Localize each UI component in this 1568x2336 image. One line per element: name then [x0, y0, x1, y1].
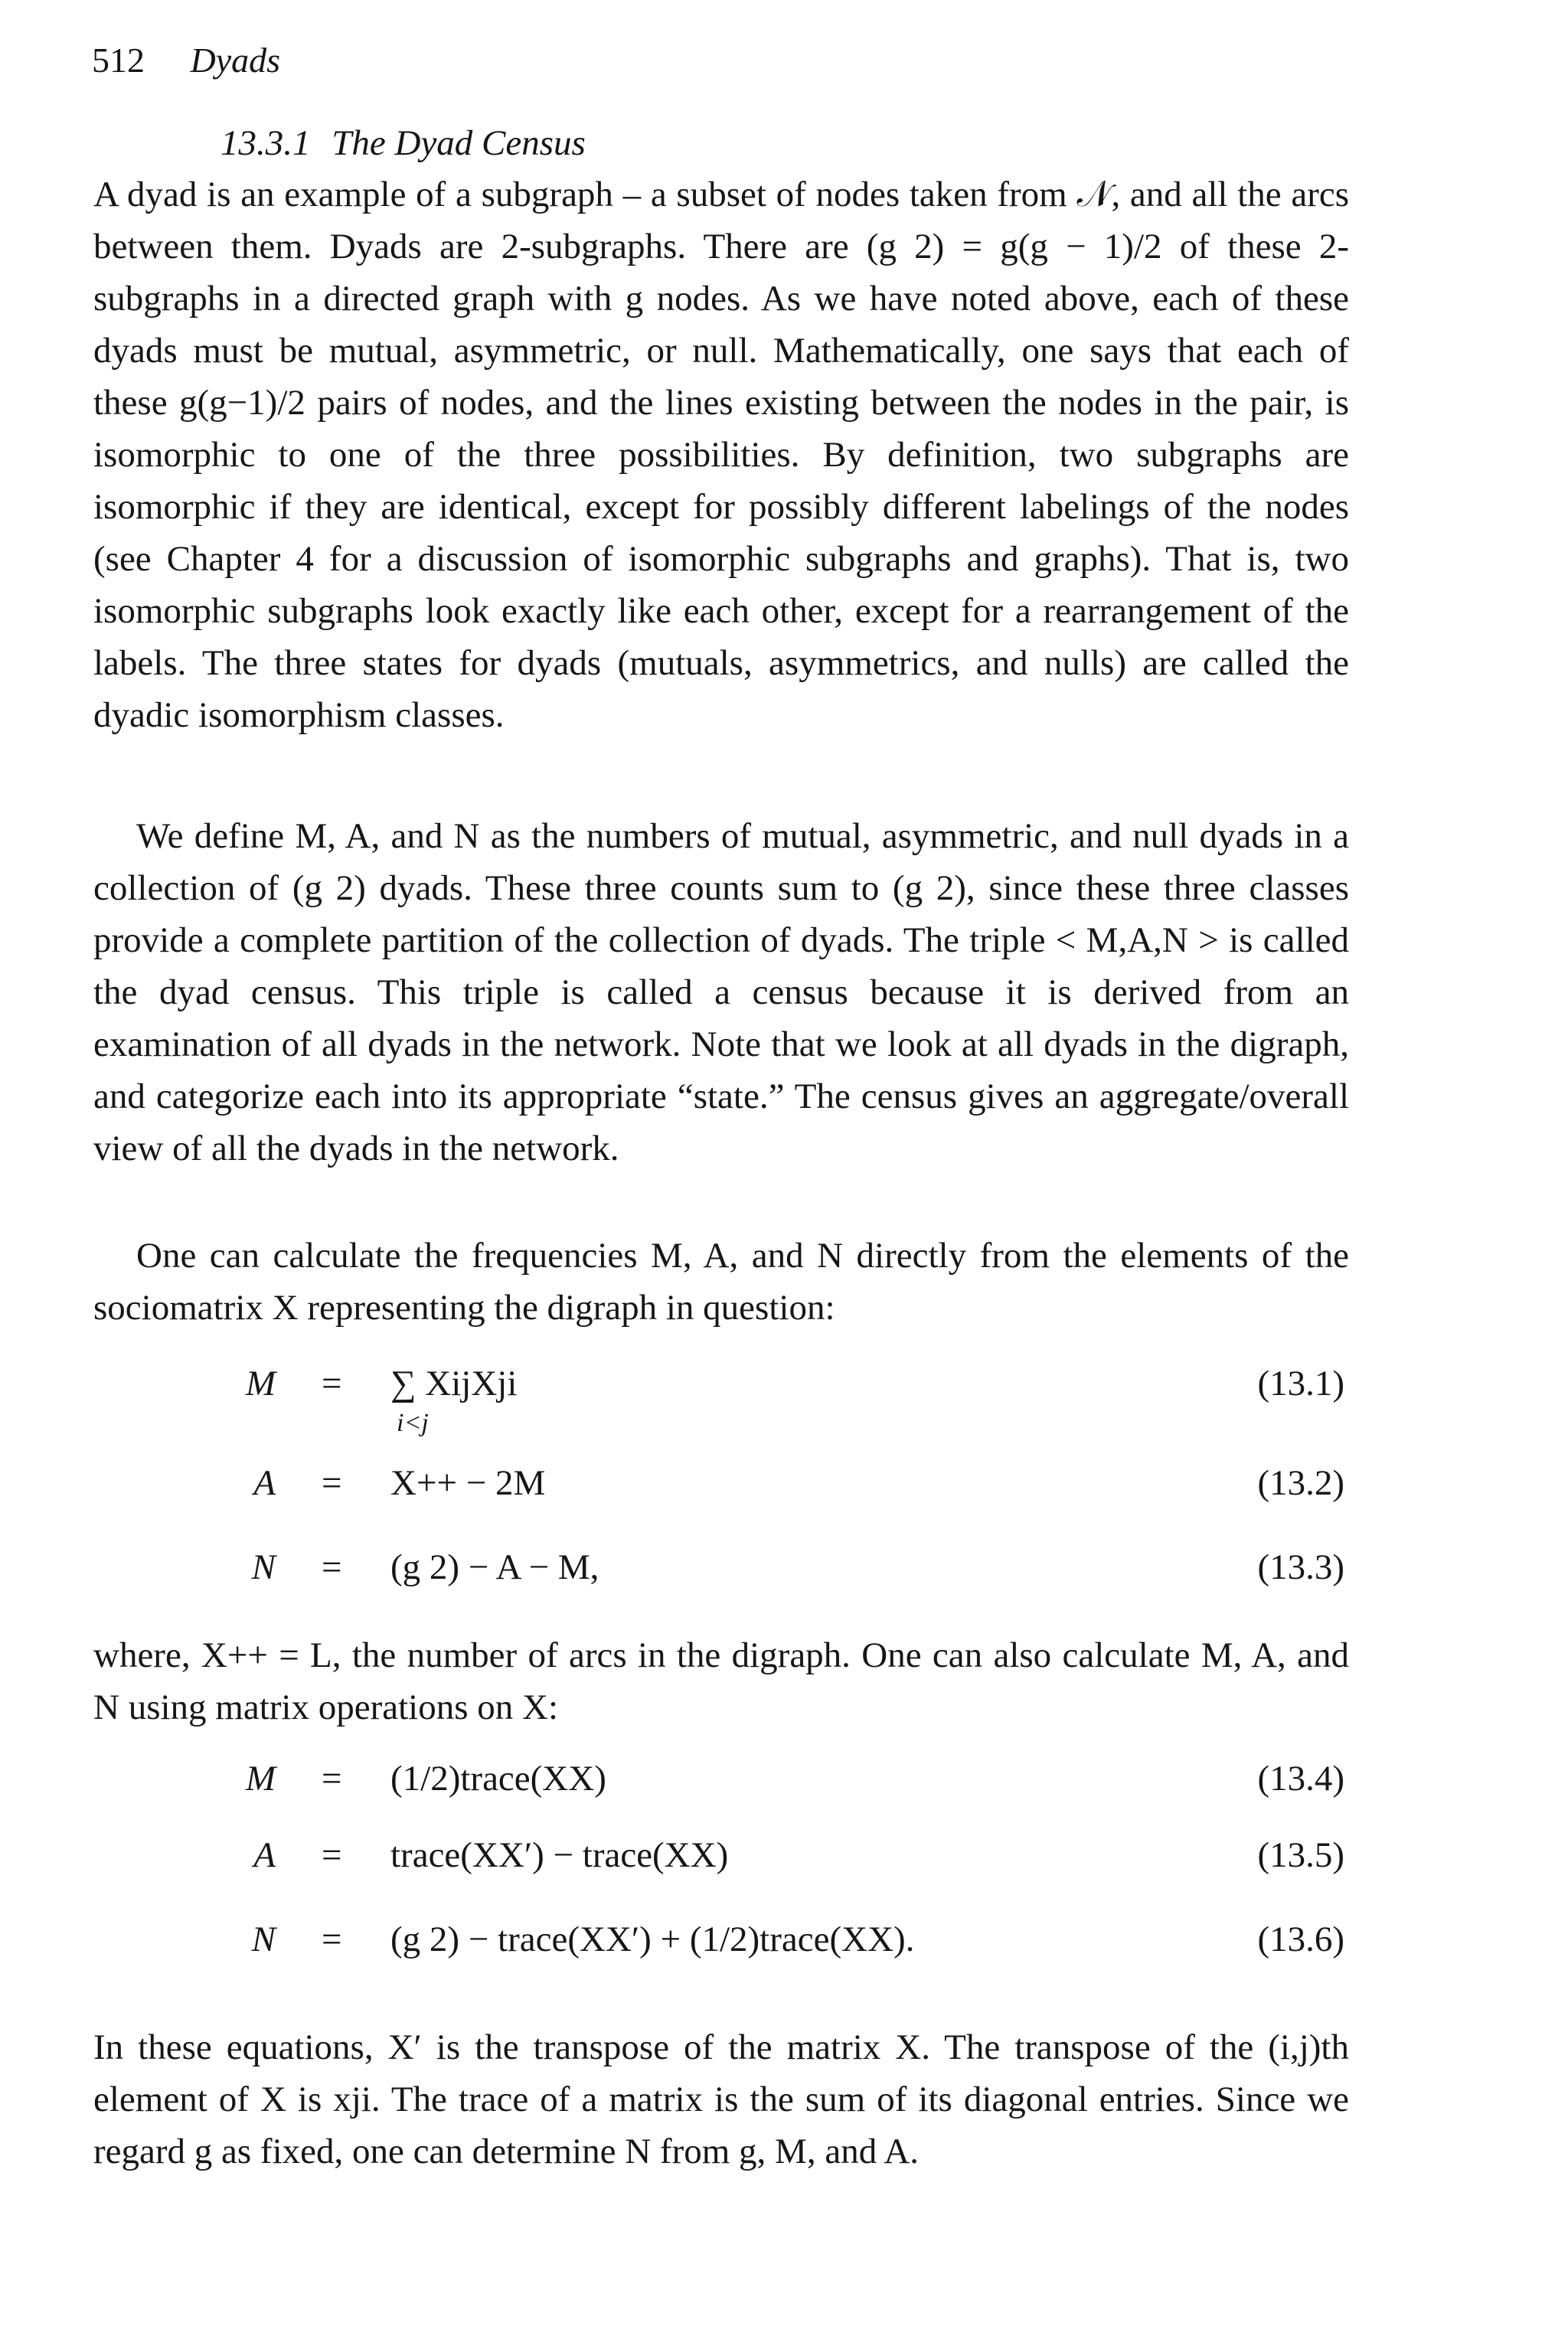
equation-lhs: N — [251, 1919, 276, 1959]
equation-number: (13.6) — [1257, 1919, 1344, 1959]
paragraph-5 — [93, 2021, 1349, 2178]
equation-number: (13.4) — [1257, 1759, 1344, 1799]
paragraph-4 — [93, 1629, 1349, 1733]
equals-sign: = — [322, 1364, 342, 1403]
paragraph-2 — [93, 810, 1349, 1175]
paragraph-text: One can calculate the frequencies M, A, and N directly from the elements of the sociomatrix X representing the digraph in question: — [93, 1236, 1349, 1328]
equation-lhs: M — [245, 1364, 276, 1403]
page-number: 512 — [92, 41, 145, 80]
equation-lhs: N — [251, 1547, 276, 1587]
paragraph-text: In these equations, X′ is the transpose of the matrix X. The transpose of the (i,j)th element of X is xji. The trace of a matrix is the sum of its diagonal entries. Since we regard g as fixed, one can determine N from g, M, and A. — [93, 2027, 1349, 2171]
equation-rhs: ∑ XijXji — [390, 1364, 518, 1403]
paragraph-3 — [93, 1230, 1349, 1334]
equation-number: (13.1) — [1257, 1364, 1344, 1403]
page-header — [92, 40, 280, 80]
equation-rhs: (1/2)trace(XX) — [390, 1759, 606, 1799]
summation-limit: i<j — [397, 1409, 429, 1437]
equation-13-5 — [0, 1834, 1568, 1888]
equals-sign: = — [322, 1463, 342, 1503]
equation-number: (13.3) — [1257, 1547, 1344, 1587]
paragraph-1 — [93, 168, 1349, 741]
equation-13-6 — [0, 1919, 1568, 1972]
section-title: The Dyad Census — [332, 123, 586, 163]
equation-13-4 — [0, 1758, 1568, 1812]
equation-13-2 — [0, 1462, 1568, 1516]
section-heading — [220, 123, 586, 164]
equation-rhs: X++ − 2M — [390, 1463, 546, 1503]
equation-rhs: (g 2) − A − M, — [390, 1547, 599, 1587]
equation-13-3 — [0, 1547, 1568, 1600]
paragraph-text: We define M, A, and N as the numbers of mutual, asymmetric, and null dyads in a collection of (g 2) dyads. These three counts sum to (g 2), since these three classes provide a complete partition of the collection of dyads. The triple < M,A,N > is called the dyad census. This triple is called a census because it is derived from an examination of all dyads in the network. Note that we look at all dyads in the digraph, and categorize each into its appropriate “state.” The census gives an aggregate/overall view of all the dyads in the network. — [93, 816, 1349, 1168]
equation-lhs: M — [245, 1759, 276, 1799]
equation-number: (13.5) — [1257, 1835, 1344, 1875]
equals-sign: = — [322, 1547, 342, 1587]
equals-sign: = — [322, 1759, 342, 1799]
equation-13-1 — [0, 1363, 1568, 1437]
paragraph-text: where, X++ = L, the number of arcs in the digraph. One can also calculate M, A, and N using matrix operations on X: — [93, 1635, 1349, 1727]
paragraph-text: A dyad is an example of a subgraph – a subset of nodes taken from 𝒩, and all the arcs between them. Dyads are 2-subgraphs. There are (g 2) = g(g − 1)/2 of these 2-subgraphs in a directed graph with g nodes. As we have noted above, each of these dyads must be mutual, asymmetric, or null. Mathematically, one says that each of these g(g−1)/2 pairs of nodes, and the lines existing between the nodes in the pair, is isomorphic to one of the three possibilities. By definition, two subgraphs are isomorphic if they are identical, except for possibly different labelings of the nodes (see Chapter 4 for a discussion of isomorphic subgraphs and graphs). That is, two isomorphic subgraphs look exactly like each other, except for a rearrangement of the labels. The three states for dyads (mutuals, asymmetrics, and nulls) are called the dyadic isomorphism classes. — [93, 175, 1349, 735]
equation-rhs: trace(XX′) − trace(XX) — [390, 1835, 729, 1875]
equation-rhs: (g 2) − trace(XX′) + (1/2)trace(XX). — [390, 1919, 915, 1959]
running-head: Dyads — [190, 41, 281, 80]
equation-number: (13.2) — [1257, 1463, 1344, 1503]
equals-sign: = — [322, 1835, 342, 1875]
equation-lhs: A — [253, 1463, 276, 1503]
equation-lhs: A — [253, 1835, 276, 1875]
equals-sign: = — [322, 1919, 342, 1959]
section-number: 13.3.1 — [220, 123, 311, 163]
